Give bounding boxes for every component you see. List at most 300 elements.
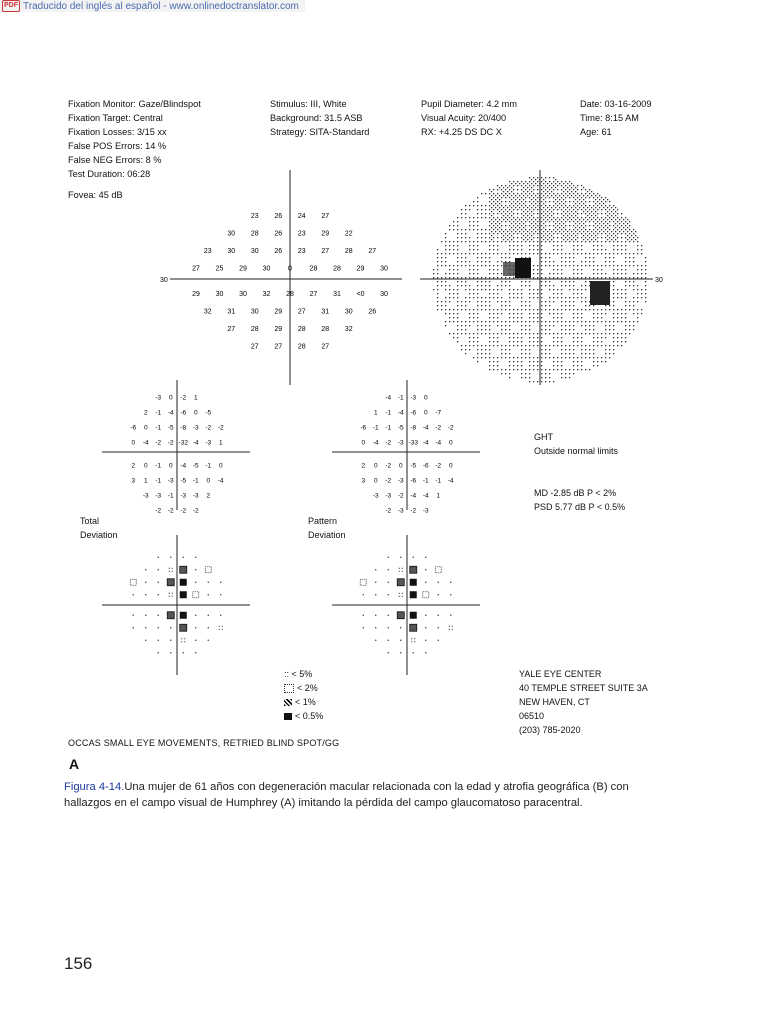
grayscale-dot: [537, 221, 538, 222]
grayscale-dot: [445, 305, 446, 306]
grayscale-dot: [573, 221, 574, 222]
grayscale-dot: [489, 349, 490, 350]
grayscale-dot: [607, 231, 608, 232]
grayscale-dot: [461, 305, 462, 306]
grayscale-dot: [609, 221, 610, 222]
grayscale-dot: [549, 301, 550, 302]
grayscale-dot: [525, 241, 526, 242]
grayscale-dot: [553, 269, 554, 270]
grayscale-dot: [513, 185, 514, 186]
grayscale-dot: [613, 217, 614, 218]
grayscale-dot: [535, 183, 536, 184]
grayscale-dot: [609, 357, 610, 358]
grayscale-dot: [527, 215, 528, 216]
threshold-value: 27: [321, 212, 330, 220]
grayscale-dot: [533, 241, 534, 242]
grayscale-dot: [565, 285, 566, 286]
grayscale-dot: [551, 183, 552, 184]
grayscale-dot: [457, 217, 458, 218]
grayscale-dot: [499, 231, 500, 232]
grayscale-dot: [535, 179, 536, 180]
grayscale-dot: [497, 277, 498, 278]
grayscale-dot: [523, 183, 524, 184]
grayscale-dot: [529, 325, 530, 326]
grayscale-dot: [553, 309, 554, 310]
grayscale-dot: [517, 185, 518, 186]
grayscale-dot: [617, 229, 618, 230]
grayscale-dot: [509, 313, 510, 314]
grayscale-dot: [549, 193, 550, 194]
grayscale-dot: [605, 205, 606, 206]
grayscale-dot: [457, 285, 458, 286]
grayscale-dot: [585, 289, 586, 290]
grayscale-dot: [537, 209, 538, 210]
pattern-deviation-value: -2: [447, 424, 454, 432]
pattern-prob-solid-square-icon: [410, 612, 417, 619]
total-deviation-value: -4: [217, 477, 224, 485]
grayscale-dot: [523, 239, 524, 240]
grayscale-dot: [559, 231, 560, 232]
grayscale-dot: [493, 309, 494, 310]
grayscale-dot: [613, 333, 614, 334]
grayscale-dot: [521, 289, 522, 290]
grayscale-dot: [589, 357, 590, 358]
total-prob-normal-dot: [158, 557, 159, 558]
grayscale-dot: [547, 211, 548, 212]
grayscale-dot: [481, 357, 482, 358]
grayscale-dot: [517, 237, 518, 238]
grayscale-dot: [573, 305, 574, 306]
grayscale-dot: [561, 277, 562, 278]
grayscale-dot: [555, 227, 556, 228]
grayscale-dot: [545, 329, 546, 330]
grayscale-dot: [549, 189, 550, 190]
grayscale-dot: [531, 219, 532, 220]
grayscale-dot: [521, 189, 522, 190]
grayscale-dot: [521, 305, 522, 306]
total-prob-normal-dot: [220, 594, 221, 595]
grayscale-dot: [599, 195, 600, 196]
grayscale-dot: [473, 345, 474, 346]
grayscale-dot: [591, 219, 592, 220]
grayscale-dot: [625, 277, 626, 278]
grayscale-dot: [509, 317, 510, 318]
total-deviation-value: 2: [206, 492, 211, 500]
total-deviation-value: 3: [131, 477, 136, 485]
grayscale-dot: [561, 361, 562, 362]
grayscale-dot: [573, 297, 574, 298]
grayscale-dot: [573, 349, 574, 350]
grayscale-dot: [497, 229, 498, 230]
checker-light-icon: [284, 684, 294, 693]
grayscale-dot: [509, 189, 510, 190]
pattern-deviation-value: -2: [410, 507, 417, 513]
grayscale-dot: [601, 241, 602, 242]
grayscale-dot: [593, 269, 594, 270]
grayscale-dot: [513, 369, 514, 370]
grayscale-dot: [505, 373, 506, 374]
grayscale-dot: [457, 337, 458, 338]
grayscale-dot: [509, 281, 510, 282]
threshold-value: <0: [356, 290, 365, 298]
grayscale-dot: [543, 179, 544, 180]
grayscale-dot: [457, 253, 458, 254]
grayscale-dot: [515, 227, 516, 228]
grayscale-dot: [469, 237, 470, 238]
grayscale-dot: [445, 301, 446, 302]
grayscale-dot: [537, 317, 538, 318]
grayscale-dot: [509, 241, 510, 242]
grayscale-dot: [545, 353, 546, 354]
grayscale-dot: [509, 357, 510, 358]
threshold-value: 28: [250, 230, 259, 238]
grayscale-dot: [567, 231, 568, 232]
grayscale-dot: [597, 357, 598, 358]
grayscale-dot: [623, 227, 624, 228]
grayscale-dot: [519, 219, 520, 220]
grayscale-dot: [521, 225, 522, 226]
grayscale-dot: [457, 257, 458, 258]
grayscale-dot: [493, 253, 494, 254]
grayscale-dot: [557, 365, 558, 366]
grayscale-dot: [533, 221, 534, 222]
grayscale-dot: [497, 337, 498, 338]
grayscale-dot: [625, 221, 626, 222]
grayscale-dot: [493, 337, 494, 338]
grayscale-dot: [595, 199, 596, 200]
grayscale-dot: [561, 357, 562, 358]
grayscale-dot: [537, 337, 538, 338]
grayscale-dot: [645, 273, 646, 274]
total-prob-normal-dot: [158, 615, 159, 616]
grayscale-dot: [501, 193, 502, 194]
grayscale-dot: [541, 377, 542, 378]
grayscale-dot: [501, 297, 502, 298]
grayscale-dot: [477, 257, 478, 258]
grayscale-dot: [573, 373, 574, 374]
grayscale-dot: [525, 181, 526, 182]
grayscale-dot: [517, 245, 518, 246]
grayscale-dot: [525, 325, 526, 326]
grayscale-dot: [595, 231, 596, 232]
threshold-value: 27: [297, 308, 306, 316]
grayscale-dot: [531, 179, 532, 180]
grayscale-dot: [545, 217, 546, 218]
grayscale-dot: [585, 213, 586, 214]
legend-5pct: [284, 667, 323, 681]
grayscale-dot: [577, 337, 578, 338]
pattern-deviation-value: -4: [372, 439, 379, 447]
grayscale-dot: [563, 235, 564, 236]
grayscale-dot: [585, 353, 586, 354]
grayscale-dot: [531, 187, 532, 188]
grayscale-dot: [625, 293, 626, 294]
grayscale-dot: [627, 231, 628, 232]
grayscale-dot: [585, 309, 586, 310]
grayscale-dot: [569, 265, 570, 266]
grayscale-dot: [549, 221, 550, 222]
total-deviation-value: -3: [142, 492, 149, 500]
grayscale-dot: [541, 289, 542, 290]
grayscale-dot: [517, 213, 518, 214]
grayscale-dot: [469, 297, 470, 298]
grayscale-dot: [517, 313, 518, 314]
grayscale-dot: [553, 357, 554, 358]
grayscale-dot: [453, 273, 454, 274]
grayscale-dot: [489, 205, 490, 206]
grayscale-dot: [489, 333, 490, 334]
grayscale-dot: [617, 337, 618, 338]
grayscale-dot: [481, 277, 482, 278]
grayscale-dot: [583, 223, 584, 224]
test-duration: Test Duration: 06:28: [68, 169, 151, 179]
grayscale-dot: [557, 245, 558, 246]
grayscale-dot: [509, 345, 510, 346]
total-deviation-value: -3: [180, 492, 187, 500]
grayscale-dot: [589, 369, 590, 370]
grayscale-dot: [597, 273, 598, 274]
grayscale-dot: [537, 177, 538, 178]
pattern-prob-checker-dark-icon: [397, 579, 404, 586]
grayscale-dot: [613, 281, 614, 282]
grayscale-dot: [491, 239, 492, 240]
grayscale-dot: [533, 185, 534, 186]
grayscale-dot: [597, 221, 598, 222]
grayscale-map: [415, 165, 670, 390]
grayscale-dot: [583, 195, 584, 196]
grayscale-dot: [613, 317, 614, 318]
grayscale-dot: [609, 265, 610, 266]
threshold-value: 32: [344, 325, 353, 333]
grayscale-dot: [473, 309, 474, 310]
grayscale-dot: [537, 213, 538, 214]
grayscale-dot: [613, 261, 614, 262]
grayscale-dot: [609, 325, 610, 326]
grayscale-dot: [525, 345, 526, 346]
grayscale-dot: [529, 185, 530, 186]
grayscale-dot: [595, 223, 596, 224]
grayscale-dot: [589, 309, 590, 310]
grayscale-dot: [495, 231, 496, 232]
grayscale-dot: [489, 201, 490, 202]
grayscale-dot: [561, 345, 562, 346]
threshold-value: 29: [274, 325, 283, 333]
grayscale-dot: [437, 293, 438, 294]
grayscale-dot: [567, 187, 568, 188]
pattern-prob-normal-dot: [388, 582, 389, 583]
grayscale-dot: [611, 219, 612, 220]
grayscale-dot: [547, 239, 548, 240]
grayscale-dot: [509, 305, 510, 306]
grayscale-dot: [635, 239, 636, 240]
grayscale-dot: [437, 309, 438, 310]
legend-2pct: [284, 681, 323, 695]
grayscale-dot: [469, 229, 470, 230]
grayscale-dot: [549, 265, 550, 266]
grayscale-dot: [473, 317, 474, 318]
grayscale-dot: [525, 217, 526, 218]
grayscale-dot: [505, 349, 506, 350]
grayscale-dot: [519, 223, 520, 224]
grayscale-dot: [453, 321, 454, 322]
grayscale-dot: [597, 237, 598, 238]
grayscale-dot: [585, 285, 586, 286]
grayscale-dot: [597, 317, 598, 318]
grayscale-dot: [609, 329, 610, 330]
grayscale-dot: [493, 277, 494, 278]
grayscale-dot: [491, 235, 492, 236]
grayscale-dot: [565, 221, 566, 222]
grayscale-dot: [555, 203, 556, 204]
grayscale-dot: [537, 197, 538, 198]
grayscale-dot: [541, 181, 542, 182]
grayscale-dot: [543, 239, 544, 240]
grayscale-dot: [583, 239, 584, 240]
grayscale-dot: [497, 233, 498, 234]
total-deviation-label-2: Deviation: [80, 530, 118, 540]
pattern-prob-normal-dot: [425, 652, 426, 653]
grayscale-dot: [477, 245, 478, 246]
grayscale-dot: [581, 249, 582, 250]
grayscale-dot: [461, 257, 462, 258]
grayscale-dot: [545, 177, 546, 178]
grayscale-dot: [585, 217, 586, 218]
grayscale-dot: [549, 297, 550, 298]
grayscale-dot: [485, 213, 486, 214]
grayscale-dot: [593, 233, 594, 234]
grayscale-dot: [501, 201, 502, 202]
grayscale-dot: [517, 333, 518, 334]
threshold-value: 28: [250, 325, 259, 333]
grayscale-dot: [505, 285, 506, 286]
grayscale-dot: [469, 317, 470, 318]
grayscale-dot: [505, 345, 506, 346]
grayscale-dot: [599, 231, 600, 232]
grayscale-dot: [615, 223, 616, 224]
grayscale-dot: [533, 193, 534, 194]
grayscale-dot: [517, 365, 518, 366]
grayscale-dot: [553, 245, 554, 246]
grayscale-dot: [557, 221, 558, 222]
total-prob-normal-dot: [145, 569, 146, 570]
grayscale-dot: [521, 309, 522, 310]
grayscale-dot: [543, 231, 544, 232]
grayscale-dot: [441, 257, 442, 258]
grayscale-dot: [617, 317, 618, 318]
grayscale-dot: [477, 297, 478, 298]
grayscale-dot: [501, 309, 502, 310]
grayscale-dot: [637, 313, 638, 314]
grayscale-dot: [541, 333, 542, 334]
grayscale-dot: [437, 297, 438, 298]
grayscale-dot: [543, 223, 544, 224]
grayscale-dot: [589, 265, 590, 266]
grayscale-dot: [457, 233, 458, 234]
grayscale-dot: [525, 373, 526, 374]
grayscale-dot: [541, 281, 542, 282]
grayscale-dot: [545, 381, 546, 382]
total-deviation-value: -4: [180, 462, 187, 470]
grayscale-dot: [505, 193, 506, 194]
grayscale-dot: [569, 281, 570, 282]
translator-banner[interactable]: [0, 0, 305, 12]
grayscale-dot: [573, 313, 574, 314]
grayscale-dot: [617, 209, 618, 210]
pattern-prob-dot: [399, 593, 400, 594]
total-prob-dot: [169, 596, 170, 597]
grayscale-dot: [557, 313, 558, 314]
grayscale-dot: [521, 281, 522, 282]
grayscale-dot: [549, 277, 550, 278]
grayscale-dot: [547, 183, 548, 184]
grayscale-dot: [559, 195, 560, 196]
grayscale-dot: [521, 377, 522, 378]
pattern-deviation-value: -2: [385, 477, 392, 485]
grayscale-dot: [525, 309, 526, 310]
grayscale-dot: [545, 301, 546, 302]
grayscale-dot: [549, 185, 550, 186]
grayscale-dot: [485, 289, 486, 290]
grayscale-dot: [465, 261, 466, 262]
grayscale-dot: [617, 213, 618, 214]
grayscale-dot: [601, 361, 602, 362]
grayscale-dot: [509, 309, 510, 310]
grayscale-dot: [529, 345, 530, 346]
grayscale-dot: [541, 273, 542, 274]
grayscale-dot: [585, 205, 586, 206]
banner-text: Traducido del inglés al español - www.onlinedoctranslator.com: [23, 0, 299, 12]
grayscale-dot: [541, 249, 542, 250]
legend-5pct-label: :: < 5%: [284, 669, 313, 679]
grayscale-dot: [625, 337, 626, 338]
grayscale-dot: [511, 191, 512, 192]
grayscale-dot: [615, 227, 616, 228]
grayscale-dot: [597, 309, 598, 310]
grayscale-dot: [477, 225, 478, 226]
grayscale-dot: [509, 289, 510, 290]
grayscale-dot: [533, 245, 534, 246]
grayscale-dot: [581, 261, 582, 262]
threshold-map: [150, 165, 410, 390]
grayscale-dot: [489, 253, 490, 254]
grayscale-dot: [503, 219, 504, 220]
grayscale-dot: [641, 289, 642, 290]
grayscale-dot: [565, 325, 566, 326]
grayscale-dot: [629, 221, 630, 222]
pattern-deviation-value: 0: [423, 394, 428, 402]
grayscale-dot: [489, 285, 490, 286]
grayscale-dot: [557, 341, 558, 342]
grayscale-dot: [625, 269, 626, 270]
grayscale-dot: [591, 215, 592, 216]
grayscale-dot: [585, 277, 586, 278]
grayscale-dot: [449, 301, 450, 302]
grayscale-dot: [453, 221, 454, 222]
grayscale-dot: [529, 301, 530, 302]
grayscale-dot: [489, 293, 490, 294]
grayscale-dot: [481, 257, 482, 258]
grayscale-dot: [619, 231, 620, 232]
pattern-prob-checker-light-icon: [423, 592, 429, 598]
grayscale-dot: [541, 373, 542, 374]
grayscale-dot: [637, 249, 638, 250]
grayscale-dot: [581, 289, 582, 290]
grayscale-dot: [537, 361, 538, 362]
grayscale-dot: [593, 217, 594, 218]
grayscale-dot: [577, 225, 578, 226]
grayscale-dot: [579, 231, 580, 232]
grayscale-dot: [489, 281, 490, 282]
